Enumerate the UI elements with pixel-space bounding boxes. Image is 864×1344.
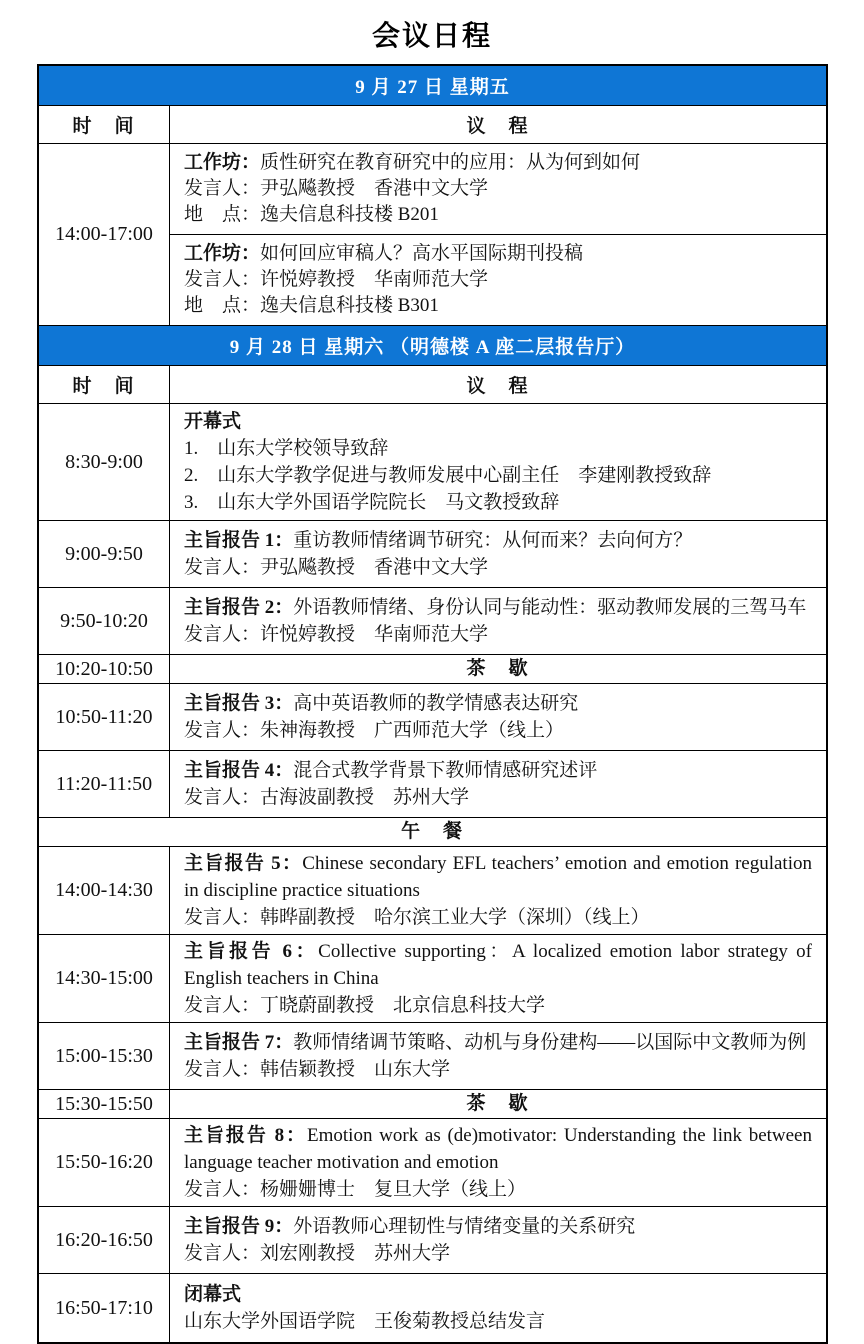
day-header: 9 月 28 日 星期六 （明德楼 A 座二层报告厅）: [39, 326, 826, 366]
agenda-line-text: 外语教师情绪、身份认同与能动性：驱动教师发展的三驾马车: [293, 597, 807, 618]
schedule-row-fullspan: [39, 818, 826, 847]
agenda-line-text: 质性研究在教育研究中的应用：从为何到如何: [260, 152, 641, 173]
agenda-header-cell: 议 程: [466, 116, 530, 137]
agenda-cell: [170, 1023, 826, 1089]
agenda-line: [170, 1176, 826, 1203]
agenda-line-text: 发言人：尹弘飚教授 香港中文大学: [184, 557, 489, 578]
break-label: 茶 歇: [466, 1093, 530, 1114]
schedule-row: [39, 751, 826, 818]
agenda-line: [170, 554, 826, 581]
agenda-line-text: 混合式教学背景下教师情感研究述评: [293, 760, 598, 781]
schedule-row: [39, 144, 826, 326]
time-cell: 10:50-11:20: [39, 684, 170, 750]
agenda-line: [170, 1308, 826, 1335]
agenda-line: [170, 1029, 826, 1056]
agenda-cell: [170, 1207, 826, 1273]
agenda-cell: [170, 751, 826, 817]
agenda-lines: [170, 684, 826, 750]
agenda-line: [170, 293, 826, 319]
agenda-line-bold: 主旨报告 4：: [184, 760, 294, 781]
fullspan-cell: [39, 818, 826, 846]
break-label: 茶 歇: [466, 658, 530, 679]
agenda-cell: [170, 521, 826, 587]
time-cell: 9:00-9:50: [39, 521, 170, 587]
agenda-line-bold: 工作坊：: [184, 243, 261, 264]
page-title: 会议日程: [371, 20, 492, 51]
schedule-row: [39, 684, 826, 751]
schedule-table: [37, 64, 828, 1344]
agenda-line-text: 发言人：尹弘飚教授 香港中文大学: [184, 178, 489, 199]
agenda-line-text: 高中英语教师的教学情感表达研究: [293, 693, 579, 714]
agenda-line: [170, 435, 826, 462]
agenda-line: [170, 176, 826, 202]
schedule-row: [39, 1023, 826, 1090]
agenda-cell: [170, 847, 826, 934]
time-cell: 15:00-15:30: [39, 1023, 170, 1089]
agenda-line-text: Collective supporting：A localized emotion labor strategy of English teachers in China: [184, 941, 812, 989]
agenda-line: [170, 489, 826, 516]
agenda-line-text: 发言人：丁晓蔚副教授 北京信息科技大学: [184, 995, 546, 1016]
agenda-line-bold: 主旨报告 2：: [184, 597, 294, 618]
time-header-cell: 时 间: [39, 106, 170, 143]
agenda-lines: [170, 1274, 826, 1342]
schedule-row: [39, 1119, 826, 1207]
agenda-line-bold: 主旨报告 8：: [184, 1125, 307, 1146]
agenda-cell: [170, 684, 826, 750]
agenda-line-bold: 主旨报告 3：: [184, 693, 294, 714]
agenda-line: [170, 527, 826, 554]
agenda-line: [170, 150, 826, 176]
agenda-lines: [170, 588, 826, 654]
break-label: 午 餐: [400, 821, 464, 842]
workshop-block: [170, 144, 826, 235]
agenda-line-bold: 开幕式: [184, 411, 242, 432]
schedule-row: [39, 404, 826, 521]
agenda-line: [170, 408, 826, 435]
schedule-row: [39, 655, 826, 684]
schedule-row: [39, 1207, 826, 1274]
agenda-line: [170, 267, 826, 293]
agenda-cell: [170, 655, 826, 683]
agenda-line-text: 发言人：朱神海教授 广西师范大学（线上）: [184, 720, 565, 741]
agenda-line: [170, 717, 826, 744]
time-cell: 14:00-17:00: [39, 144, 170, 325]
agenda-line-text: 发言人：许悦婷教授 华南师范大学: [184, 269, 489, 290]
time-cell: 16:50-17:10: [39, 1274, 170, 1342]
agenda-line: [170, 850, 826, 904]
agenda-line-text: 3. 山东大学外国语学院院长 马文教授致辞: [184, 492, 560, 513]
agenda-cell: [170, 1274, 826, 1342]
agenda-line: [170, 594, 826, 621]
time-header-cell: 时 间: [39, 366, 170, 403]
agenda-line-text: 发言人：韩佶颖教授 山东大学: [184, 1059, 451, 1080]
time-cell: 16:20-16:50: [39, 1207, 170, 1273]
agenda-line-bold: 工作坊：: [184, 152, 261, 173]
agenda-lines: [170, 1119, 826, 1206]
schedule-row: [39, 588, 826, 655]
schedule-row: [39, 1090, 826, 1119]
time-cell: 15:50-16:20: [39, 1119, 170, 1206]
agenda-line-text: 教师情绪调节策略、动机与身份建构——以国际中文教师为例: [293, 1032, 807, 1053]
agenda-line: [170, 1240, 826, 1267]
agenda-line-text: Chinese secondary EFL teachers’ emotion and emotion regulation in discipline practice situations: [184, 853, 812, 901]
time-cell: 11:20-11:50: [39, 751, 170, 817]
time-cell: 8:30-9:00: [39, 404, 170, 520]
agenda-cell: [170, 588, 826, 654]
agenda-line: [170, 1281, 826, 1308]
agenda-line-bold: 主旨报告 6：: [184, 941, 319, 962]
agenda-line: [170, 904, 826, 931]
agenda-line-bold: 主旨报告 1：: [184, 530, 294, 551]
time-cell: 14:30-15:00: [39, 935, 170, 1022]
column-header-row: [39, 366, 826, 404]
agenda-line-text: 2. 山东大学教学促进与教师发展中心副主任 李建刚教授致辞: [184, 465, 712, 486]
agenda-cell: [170, 404, 826, 520]
schedule-row: [39, 521, 826, 588]
agenda-line: [170, 938, 826, 992]
agenda-lines: [170, 1207, 826, 1273]
agenda-line-text: 发言人：韩晔副教授 哈尔滨工业大学（深圳）（线上）: [184, 907, 650, 928]
agenda-line: [170, 1122, 826, 1176]
agenda-cell: [170, 1090, 826, 1118]
agenda-line: [170, 757, 826, 784]
agenda-line-text: 山东大学外国语学院 王俊菊教授总结发言: [184, 1311, 546, 1332]
agenda-line-text: 地 点：逸夫信息科技楼 B301: [184, 295, 439, 316]
agenda-line-bold: 闭幕式: [184, 1284, 242, 1305]
agenda-line-bold: 主旨报告 7：: [184, 1032, 294, 1053]
agenda-line-text: 1. 山东大学校领导致辞: [184, 438, 389, 459]
agenda-header-cell: 议 程: [466, 376, 530, 397]
agenda-line: [170, 784, 826, 811]
agenda-lines: [170, 847, 826, 934]
agenda-line-bold: 主旨报告 5：: [184, 853, 303, 874]
time-cell: 10:20-10:50: [39, 655, 170, 683]
time-cell: 15:30-15:50: [39, 1090, 170, 1118]
agenda-line-bold: 主旨报告 9：: [184, 1216, 294, 1237]
time-cell: 14:00-14:30: [39, 847, 170, 934]
agenda-line-text: 发言人：刘宏刚教授 苏州大学: [184, 1243, 451, 1264]
column-header-row: [39, 106, 826, 144]
agenda-line: [170, 202, 826, 228]
agenda-line-text: 如何回应审稿人？高水平国际期刊投稿: [260, 243, 584, 264]
agenda-line-text: 重访教师情绪调节研究：从何而来？去向何方？: [293, 530, 693, 551]
agenda-lines: [170, 521, 826, 587]
agenda-line-text: Emotion work as (de)motivator: Understanding the link between language teacher motivation and emotion: [184, 1125, 812, 1173]
agenda-lines: [170, 404, 826, 520]
agenda-line-text: 地 点：逸夫信息科技楼 B201: [184, 204, 439, 225]
schedule-row: [39, 847, 826, 935]
time-cell: 9:50-10:20: [39, 588, 170, 654]
agenda-line-text: 发言人：古海波副教授 苏州大学: [184, 787, 470, 808]
agenda-line-text: 发言人：许悦婷教授 华南师范大学: [184, 624, 489, 645]
agenda-line: [170, 1213, 826, 1240]
agenda-line: [170, 241, 826, 267]
agenda-cell: [170, 1119, 826, 1206]
agenda-cell: [170, 935, 826, 1022]
agenda-lines: [170, 751, 826, 817]
agenda-line: [170, 462, 826, 489]
agenda-cell: [170, 144, 826, 325]
agenda-line: [170, 621, 826, 648]
agenda-line: [170, 992, 826, 1019]
agenda-line-text: 发言人：杨姗姗博士 复旦大学（线上）: [184, 1179, 527, 1200]
agenda-line: [170, 1056, 826, 1083]
day-header: 9 月 27 日 星期五: [39, 66, 826, 106]
workshop-block: [170, 235, 826, 325]
agenda-lines: [170, 935, 826, 1022]
agenda-line: [170, 690, 826, 717]
schedule-row: [39, 1274, 826, 1342]
agenda-line-text: 外语教师心理韧性与情绪变量的关系研究: [293, 1216, 636, 1237]
schedule-row: [39, 935, 826, 1023]
agenda-lines: [170, 1023, 826, 1089]
